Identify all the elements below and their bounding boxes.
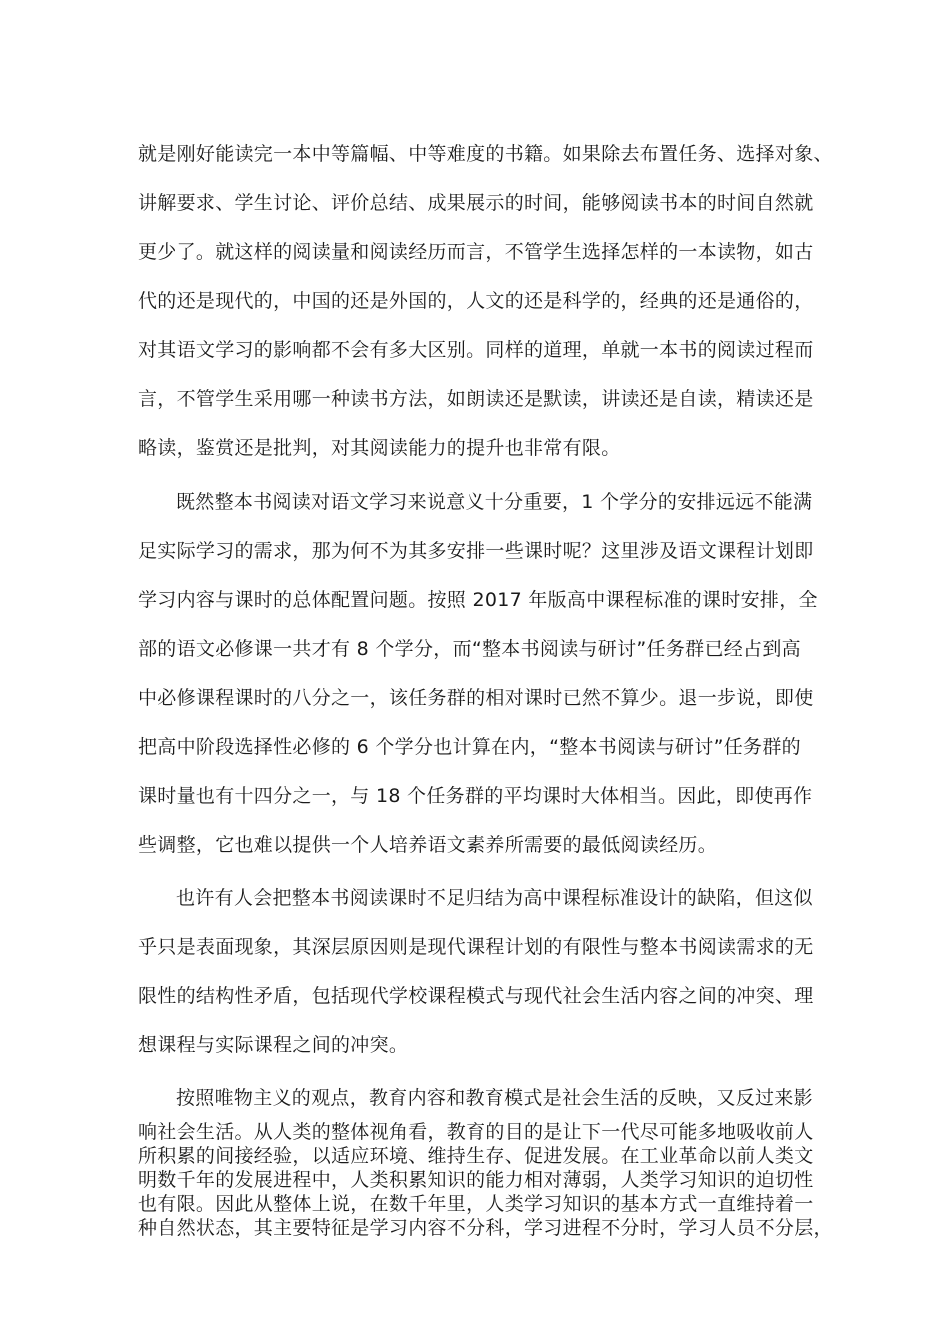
- text-line: 乎只是表面现象，其深层原因则是现代课程计划的有限性与整本书阅读需求的无: [138, 936, 814, 958]
- text-line: 就是刚好能读完一本中等篇幅、中等难度的书籍。如果除去布置任务、选择对象、: [138, 143, 833, 165]
- text-line: 响社会生活。从人类的整体视角看，教育的目的是让下一代尽可能多地吸收前人: [138, 1121, 814, 1143]
- text-line: 把高中阶段选择性必修的 6 个学分也计算在内，“整本书阅读与研讨”任务群的: [138, 736, 801, 758]
- text-line: 限性的结构性矛盾，包括现代学校课程模式与现代社会生活内容之间的冲突、理: [138, 985, 814, 1007]
- text-line: 更少了。就这样的阅读量和阅读经历而言，不管学生选择怎样的一本读物，如古: [138, 241, 814, 263]
- text-line: 部的语文必修课一共才有 8 个学分，而“整本书阅读与研讨”任务群已经占到高: [138, 638, 801, 660]
- text-line: 些调整，它也难以提供一个人培养语文素养所需要的最低阅读经历。: [138, 834, 718, 856]
- text-line: 明数千年的发展进程中，人类积累知识的能力相对薄弱，人类学习知识的迫切性: [138, 1169, 814, 1191]
- text-line: 讲解要求、学生讨论、评价总结、成果展示的时间，能够阅读书本的时间自然就: [138, 192, 814, 214]
- text-line: 也许有人会把整本书阅读课时不足归结为高中课程标准设计的缺陷，但这似: [176, 887, 813, 909]
- text-line: 略读，鉴赏还是批判，对其阅读能力的提升也非常有限。: [138, 437, 621, 459]
- text-line: 课时量也有十四分之一，与 18 个任务群的平均课时大体相当。因此，即使再作: [138, 785, 813, 807]
- text-line: 足实际学习的需求，那为何不为其多安排一些课时呢？这里涉及语文课程计划即: [138, 540, 814, 562]
- text-line: 所积累的间接经验，以适应环境、维持生存、促进发展。在工业革命以前人类文: [138, 1145, 814, 1167]
- text-line: 学习内容与课时的总体配置问题。按照 2017 年版高中课程标准的课时安排，全: [138, 589, 818, 611]
- text-line: 种自然状态，其主要特征是学习内容不分科，学习进程不分时，学习人员不分层，: [138, 1217, 833, 1239]
- text-line: 言，不管学生采用哪一种读书方法，如朗读还是默读，讲读还是自读，精读还是: [138, 388, 814, 410]
- text-line: 代的还是现代的，中国的还是外国的，人文的还是科学的，经典的还是通俗的，: [138, 290, 814, 312]
- text-line: 对其语文学习的影响都不会有多大区别。同样的道理，单就一本书的阅读过程而: [138, 339, 814, 361]
- text-line: 按照唯物主义的观点，教育内容和教育模式是社会生活的反映，又反过来影: [176, 1087, 813, 1109]
- text-line: 中必修课程课时的八分之一，该任务群的相对课时已然不算少。退一步说，即使: [138, 687, 814, 709]
- text-line: 想课程与实际课程之间的冲突。: [138, 1034, 409, 1056]
- text-line: 也有限。因此从整体上说，在数千年里，人类学习知识的基本方式一直维持着一: [138, 1193, 814, 1215]
- text-line: 既然整本书阅读对语文学习来说意义十分重要，1 个学分的安排远远不能满: [176, 491, 813, 513]
